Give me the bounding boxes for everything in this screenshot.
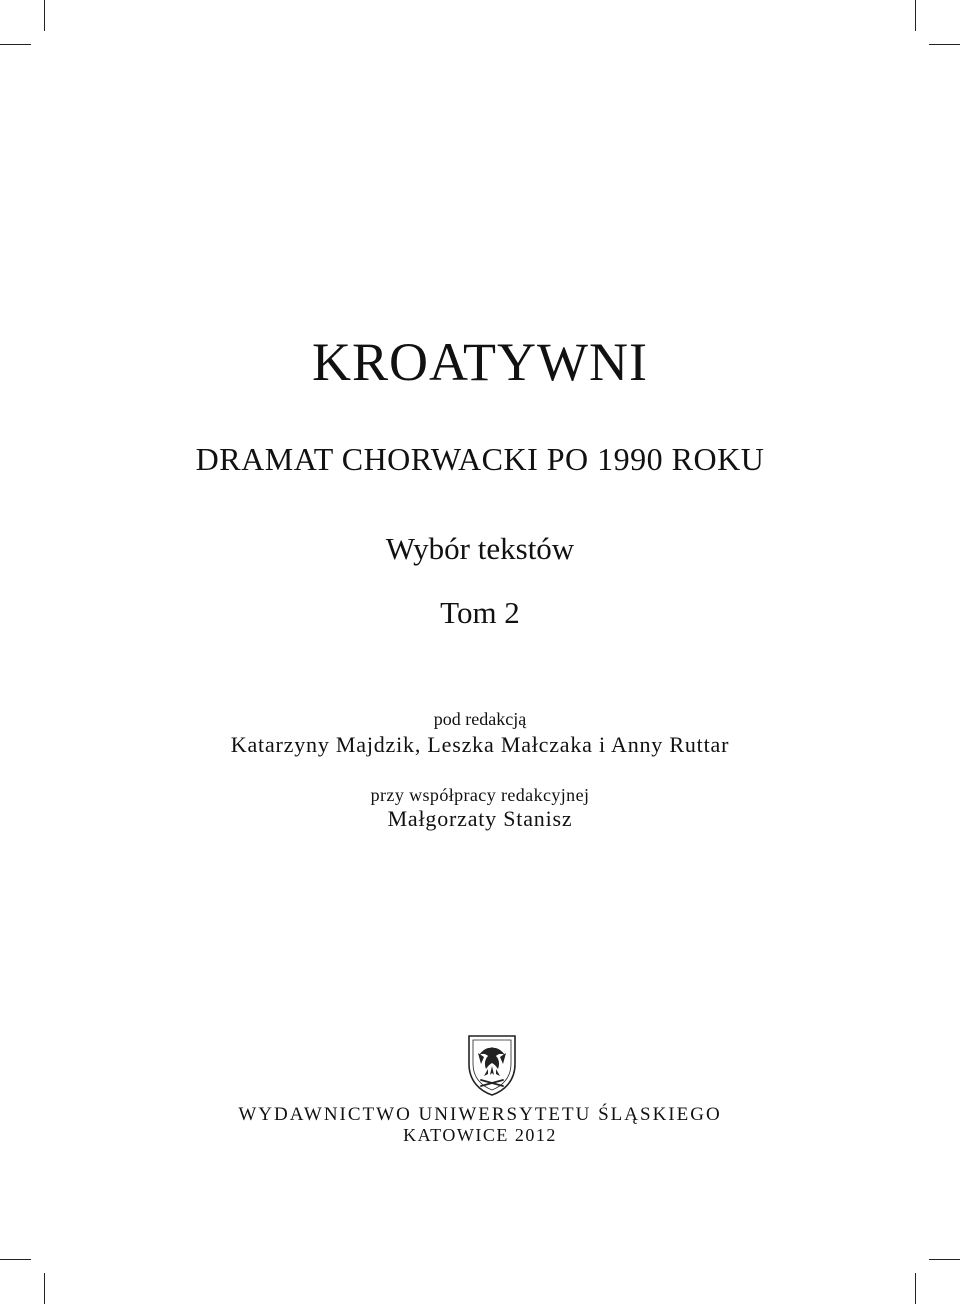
crop-mark-top-left-horizontal	[0, 44, 31, 45]
book-title: KROATYWNI	[312, 332, 648, 392]
crop-mark-top-left-vertical	[44, 0, 45, 31]
place-and-year: KATOWICE 2012	[403, 1125, 557, 1145]
crop-mark-bottom-right-horizontal	[929, 1259, 960, 1260]
crop-mark-bottom-right-vertical	[915, 1273, 916, 1304]
crop-mark-top-right-horizontal	[929, 44, 960, 45]
editor-label: pod redakcją	[433, 709, 527, 729]
collaboration-label: przy współpracy redakcyjnej	[370, 785, 590, 805]
book-subtitle: DRAMAT CHORWACKI PO 1990 ROKU	[195, 441, 765, 477]
crop-mark-bottom-left-horizontal	[0, 1259, 31, 1260]
volume-label: Tom 2	[440, 595, 520, 630]
crop-mark-top-right-vertical	[915, 0, 916, 31]
publisher-name: WYDAWNICTWO UNIWERSYTETU ŚLĄSKIEGO	[238, 1104, 722, 1125]
collaborator-name: Małgorzaty Stanisz	[387, 806, 573, 831]
selection-label: Wybór tekstów	[385, 531, 575, 566]
editors-names: Katarzyny Majdzik, Leszka Małczaka i Anny Ruttar	[230, 732, 730, 757]
crop-mark-bottom-left-vertical	[44, 1273, 45, 1304]
eagle-shield-emblem-icon	[466, 1033, 518, 1097]
